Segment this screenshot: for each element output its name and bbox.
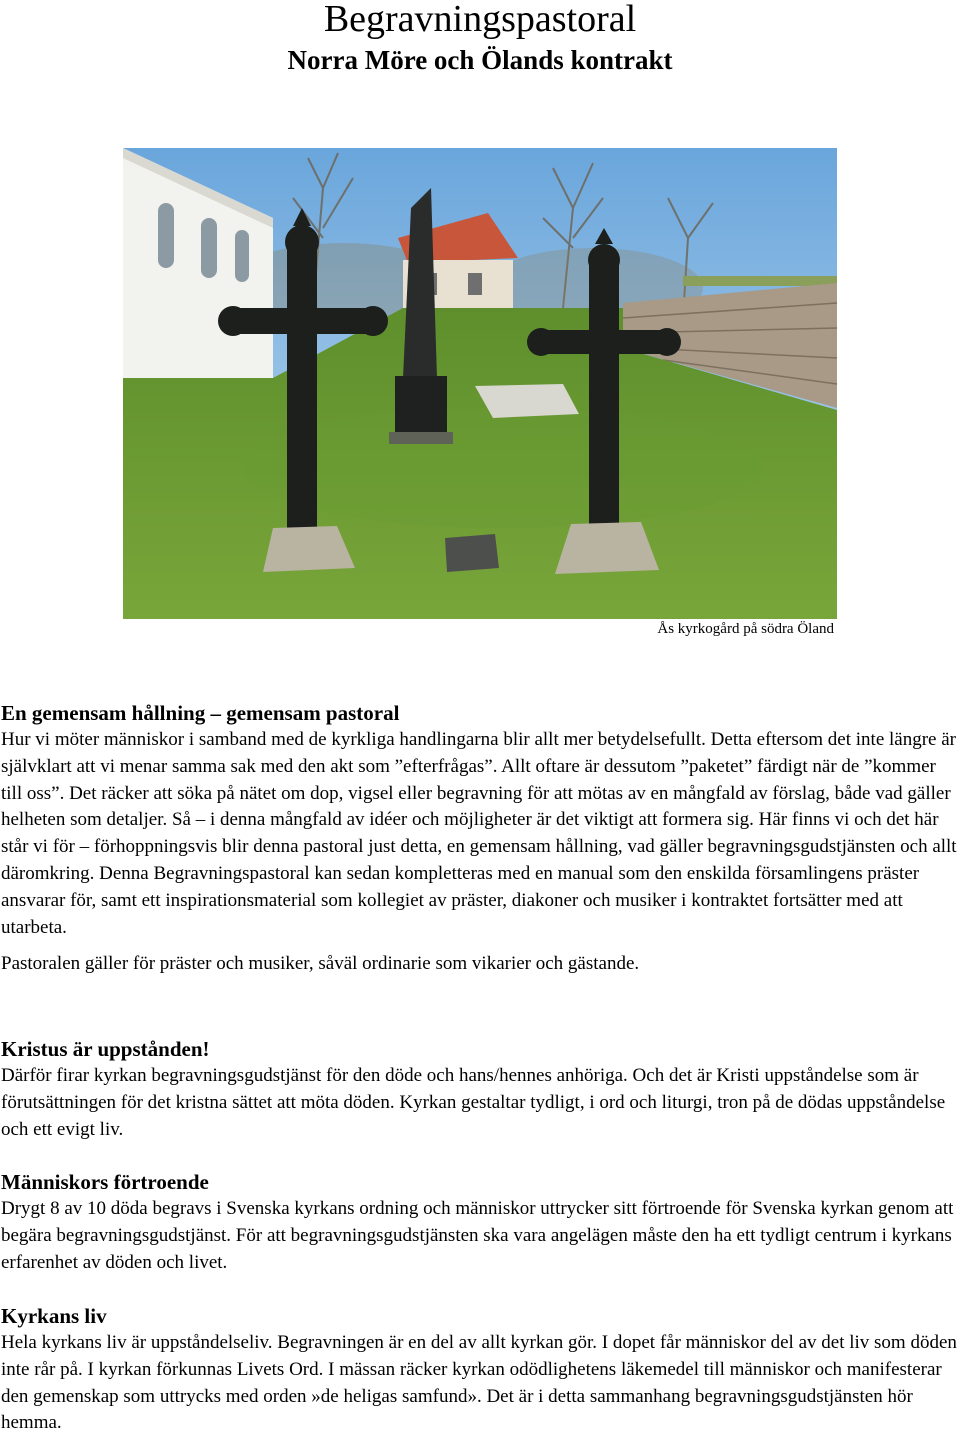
section-heading: Människors förtroende	[1, 1170, 209, 1194]
section-paragraph: Pastoralen gäller för präster och musiker, såväl ordinarie som vikarier och gästande.	[1, 953, 640, 975]
section-heading: En gemensam hållning – gemensam pastoral	[1, 701, 400, 725]
section-paragraph: Därför firar kyrkan begravningsgudstjänst för den döde och hans/hennes anhöriga. Och det är Kristi uppståndelse som är förutsättningen för det kristna sättet att möta döden. Kyrkan gestaltar tydligt, i ord och liturgi, tron på de dödas uppståndelse och ett evigt liv.	[1, 1065, 946, 1140]
section-heading: Kyrkans liv	[1, 1304, 107, 1328]
section-paragraph: Drygt 8 av 10 döda begravs i Svenska kyrkans ordning och människor uttrycker sitt förtroende för Svenska kyrkan genom att begära begravningsgudstjänst. För att begravningsgudstjänsten ska vara angelägen måste den ha ett tydligt centrum i kyrkans erfarenhet av döden och livet.	[1, 1198, 954, 1273]
section-kristus-ar-uppstanden	[1, 1036, 959, 1143]
page-title: Begravningspastoral	[323, 0, 637, 40]
section-paragraph: Hela kyrkans liv är uppståndelseliv. Begravningen är en del av allt kyrkan gör. I dopet får människor del av det liv som döden inte rår på. I kyrkan förkunnas Livets Ord. I mässan räcker kyrkan odödlighetens läkemedel till människor och manifesterar den gemenskap som uttrycks med orden »de heligas samfund». Det är i detta sammanhang begravningsgudstjänsten hör hemma.	[1, 1332, 957, 1434]
section-manniskors-fortroende	[1, 1169, 959, 1276]
photo-caption: Ås kyrkogård på södra Öland	[657, 621, 834, 637]
section-paragraph: Hur vi möter människor i samband med de kyrkliga handlingarna blir allt mer betydelsefullt. Detta eftersom det inte längre är självklart att vi menar samma sak med den akt som ”efterfrågas”. Allt oftare är dessutom ”paketet” färdigt när de ”kommer till oss”. Det räcker att söka på nätet om dop, vigsel eller begravning för att mötas av en mångfald av förslag, både vad gäller helheten som detaljer. Så – i denna mångfald av idéer och möjligheter är det viktigt att formera sig. Här finns vi och det här står vi för – förhoppningsvis blir denna pastoral just detta, en gemensam hållning, vad gäller begravningsgudstjänsten och allt däromkring. Denna Begravningspastoral kan sedan kompletteras med en manual som den enskilda församlingens präster ansvarar för, samt ett inspirationsmaterial som kollegiet av präster, diakoner och musiker i kontraktet fortsätter med att utarbeta.	[1, 729, 957, 938]
section-gemensam-hallning	[1, 700, 959, 978]
page-subtitle: Norra Möre och Ölands kontrakt	[287, 45, 673, 75]
section-kyrkans-liv	[1, 1303, 959, 1437]
churchyard-photo	[123, 148, 837, 619]
section-heading: Kristus är uppstånden!	[1, 1037, 210, 1061]
